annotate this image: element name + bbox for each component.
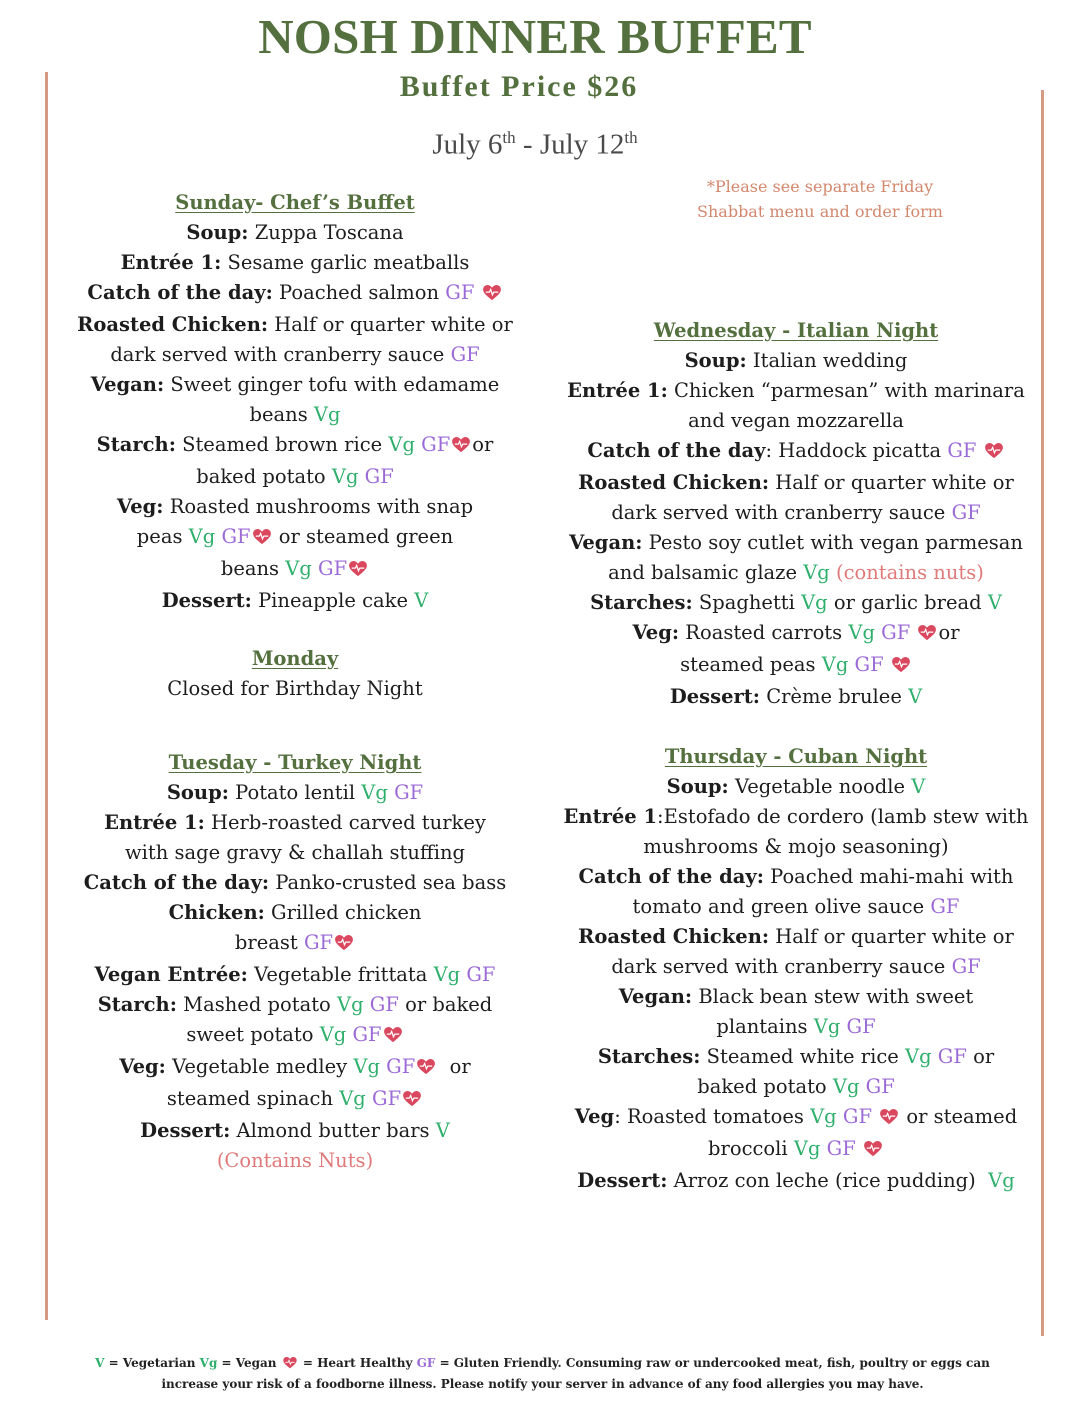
menu-line: and vegan mozzarella: [688, 409, 904, 432]
heart-healthy-icon: [985, 438, 1003, 468]
heart-healthy-icon: [335, 930, 353, 960]
menu-line: tomato and green olive sauce GF: [632, 895, 960, 918]
menu-line: beans Vg GF: [60, 554, 530, 586]
menu-line: Dessert: Arroz con leche (rice pudding) Vg: [577, 1169, 1015, 1192]
menu-line: with sage gravy & challah stuffing: [124, 841, 466, 864]
menu-line: Entrée 1: Sesame garlic meatballs: [120, 251, 470, 274]
menu-line: plantains Vg GF: [716, 1015, 876, 1038]
allergen-note: (Contains Nuts): [216, 1149, 374, 1172]
menu-line: dark served with cranberry sauce GF: [611, 501, 981, 524]
menu-line: baked potato Vg GF: [196, 465, 394, 488]
heart-healthy-icon: [483, 280, 501, 310]
menu-line: Soup: Potato lentil Vg GF: [166, 781, 424, 804]
day-heading-tuesday: Tuesday - Turkey Night: [168, 751, 422, 774]
heart-healthy-icon: [892, 652, 910, 682]
legend-footer: V = Vegetarian Vg = Vegan = Heart Healthy GF = Gluten Friendly. Consuming raw or undercooked meat, fish, poultry or eggs can increase your risk of a foodborne illness. Please notify your server in advance of any food allergies you may have.: [95, 1356, 990, 1391]
menu-line: Catch of the day: Poached salmon GF: [60, 278, 530, 310]
menu-line: Entrée 1: Herb-roasted carved turkey: [104, 811, 486, 834]
buffet-price: Buffet Price $26: [399, 70, 639, 103]
menu-line: dark served with cranberry sauce GF: [611, 955, 981, 978]
left-border-rule: [45, 72, 48, 1320]
menu-line: Starches: Steamed white rice Vg GF or: [597, 1045, 995, 1068]
day-heading-thursday: Thursday - Cuban Night: [664, 745, 928, 768]
menu-line: Vegan Entrée: Vegetable frittata Vg GF: [94, 963, 496, 986]
menu-line: broccoli Vg GF: [555, 1134, 1037, 1166]
menu-line: Dessert: Crème brulee V: [669, 685, 923, 708]
menu-line: Starch: Mashed potato Vg GF or baked: [97, 993, 493, 1016]
menu-line: Veg: Roasted tomatoes Vg GF or steamed: [555, 1102, 1037, 1134]
monday-section: [60, 644, 530, 704]
heart-healthy-icon: [417, 1054, 435, 1084]
menu-line: Starch: Steamed brown rice Vg GF or: [60, 430, 530, 462]
menu-line: Soup: Vegetable noodle V: [666, 775, 926, 798]
menu-line: and balsamic glaze Vg (contains nuts): [608, 561, 984, 584]
day-heading-sunday: Sunday- Chef’s Buffet: [175, 191, 415, 214]
day-heading-monday: Monday: [251, 647, 339, 670]
right-border-rule: [1041, 90, 1044, 1336]
heart-healthy-icon: [253, 524, 271, 554]
menu-line: Catch of the day: Haddock picatta GF: [555, 436, 1037, 468]
menu-line: Dessert: Pineapple cake V: [161, 589, 429, 612]
wednesday-section: [555, 316, 1037, 712]
menu-line: Catch of the day: Poached mahi-mahi with: [578, 865, 1014, 888]
menu-line: Vegan: Pesto soy cutlet with vegan parmesan: [569, 531, 1023, 554]
menu-line: baked potato Vg GF: [697, 1075, 895, 1098]
menu-line: sweet potato Vg GF: [60, 1020, 530, 1052]
heart-healthy-icon: [403, 1086, 421, 1116]
menu-line: Veg: Roasted carrots Vg GF or: [555, 618, 1037, 650]
menu-line: Catch of the day: Panko-crusted sea bass: [83, 871, 507, 894]
menu-line: steamed spinach Vg GF: [60, 1084, 530, 1116]
heart-healthy-icon: [283, 1356, 297, 1375]
menu-line: steamed peas Vg GF: [555, 650, 1037, 682]
date-range: July 6th - July 12th: [432, 128, 638, 161]
tuesday-section: [60, 748, 530, 1176]
menu-line: breast GF: [60, 928, 530, 960]
menu-line: Starches: Spaghetti Vg or garlic bread V: [590, 591, 1002, 614]
menu-line: Vegan: Black bean stew with sweet: [618, 985, 974, 1008]
day-heading-wednesday: Wednesday - Italian Night: [653, 319, 939, 342]
menu-line: Roasted Chicken: Half or quarter white or: [578, 925, 1014, 948]
menu-line: Dessert: Almond butter bars V: [140, 1119, 450, 1142]
menu-line: Veg: Vegetable medley Vg GF or: [60, 1052, 530, 1084]
heart-healthy-icon: [452, 432, 470, 462]
menu-line: Entrée 1:Estofado de cordero (lamb stew with: [563, 805, 1029, 828]
menu-line: Soup: Italian wedding: [684, 349, 908, 372]
menu-line: Veg: Roasted mushrooms with snap: [116, 495, 474, 518]
menu-line: Soup: Zuppa Toscana: [186, 221, 404, 244]
menu-line: Roasted Chicken: Half or quarter white or: [77, 313, 513, 336]
menu-line: mushrooms & mojo seasoning): [643, 835, 949, 858]
menu-line: beans Vg: [249, 403, 341, 426]
thursday-section: [555, 742, 1037, 1196]
menu-line: Closed for Birthday Night: [167, 677, 423, 700]
menu-line: dark served with cranberry sauce GF: [110, 343, 480, 366]
heart-healthy-icon: [349, 556, 367, 586]
menu-line: Vegan: Sweet ginger tofu with edamame: [90, 373, 500, 396]
heart-healthy-icon: [880, 1104, 898, 1134]
shabbat-note: *Please see separate Friday Shabbat menu and order form: [697, 177, 943, 221]
menu-title: NOSH DINNER BUFFET: [258, 9, 812, 64]
heart-healthy-icon: [864, 1136, 882, 1166]
heart-healthy-icon: [918, 620, 936, 650]
menu-line: peas Vg GF or steamed green: [60, 522, 530, 554]
heart-healthy-icon: [384, 1022, 402, 1052]
menu-line: Roasted Chicken: Half or quarter white or: [578, 471, 1014, 494]
menu-line: Chicken: Grilled chicken: [168, 901, 422, 924]
menu-line: Entrée 1: Chicken “parmesan” with marinara: [567, 379, 1025, 402]
sunday-section: [60, 188, 530, 616]
